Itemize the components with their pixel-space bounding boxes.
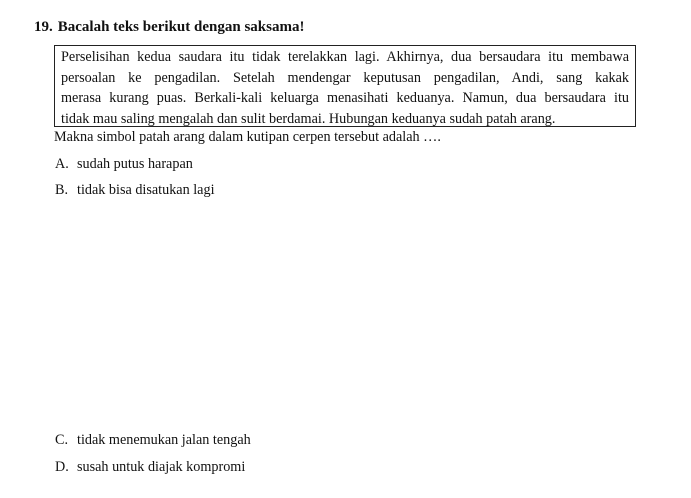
option-text: tidak bisa disatukan lagi <box>77 182 215 198</box>
option-c[interactable] <box>55 432 251 449</box>
passage-line-3: merasa kurang puas. Berkali-kali keluarga menasihati keduanya. Namun, dua bersaudara itu <box>61 90 629 107</box>
option-letter: C. <box>55 432 69 448</box>
question-prompt: Makna simbol patah arang dalam kutipan cerpen tersebut adalah …. <box>54 129 441 145</box>
passage-box <box>54 45 636 127</box>
option-text: susah untuk diajak kompromi <box>77 459 246 475</box>
option-b[interactable] <box>55 182 215 199</box>
option-d[interactable] <box>55 459 245 476</box>
option-letter: D. <box>55 459 69 475</box>
passage-line-2: persoalan ke pengadilan. Setelah mendengar keputusan pengadilan, Andi, sang kakak <box>61 69 629 86</box>
passage-line-4: tidak mau saling mengalah dan sulit berdamai. Hubungan keduanya sudah patah arang. <box>61 110 556 127</box>
question-number: 19. <box>34 19 53 35</box>
option-a[interactable] <box>55 156 193 173</box>
option-letter: B. <box>55 182 69 198</box>
passage-line-1: Perselisihan kedua saudara itu tidak terelakkan lagi. Akhirnya, dua bersaudara itu membawa <box>61 49 629 65</box>
option-text: sudah putus harapan <box>77 156 193 172</box>
question-header <box>34 19 304 36</box>
option-text: tidak menemukan jalan tengah <box>77 432 251 448</box>
option-letter: A. <box>55 156 69 172</box>
question-instruction: Bacalah teks berikut dengan saksama! <box>57 19 305 35</box>
